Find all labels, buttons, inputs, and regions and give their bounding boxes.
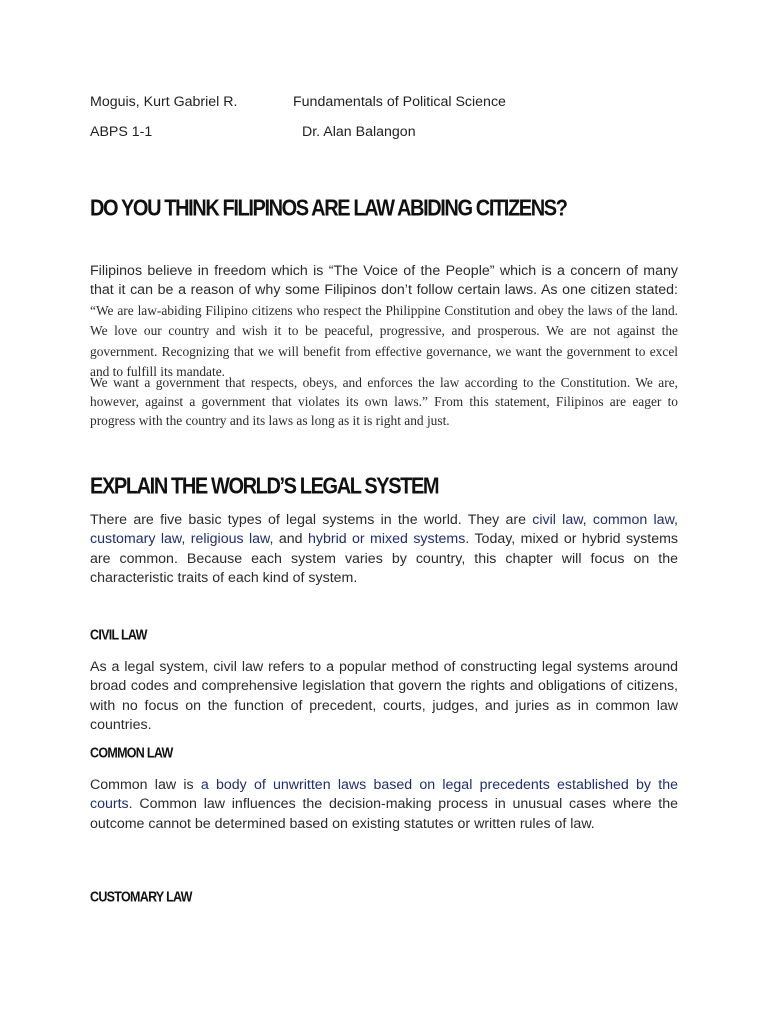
separator: , and — [269, 531, 308, 548]
subheading-customary-law: CUSTOMARY LAW — [90, 889, 192, 906]
paragraph-law-abiding-continued: We want a government that respects, obeys, and enforces the law according to the Constitution. We are, however, against a government that violates its own laws.” From this statement, Filipinos are eager to progress with the country and its laws as long as it is right and just. — [90, 375, 678, 428]
paragraph-sans-text: Filipinos believe in freedom which is “The Voice of the People” which is a concern of many that it can be a reason of why some Filipinos don’t follow certain laws. As one citizen stated: — [90, 263, 678, 299]
citizen-quote — [90, 303, 678, 379]
professor-name: Dr. Alan Balangon — [302, 124, 416, 140]
link-hybrid-systems[interactable]: hybrid or mixed systems — [307, 531, 466, 548]
course-title: Fundamentals of Political Science — [293, 94, 506, 110]
common-law-text-start: Common law is — [90, 777, 201, 793]
section-code: ABPS 1-1 — [90, 124, 153, 140]
author-name: Moguis, Kurt Gabriel R. — [90, 94, 238, 110]
paragraph-legal-systems-intro — [90, 511, 678, 589]
subheading-civil-law: CIVIL LAW — [90, 627, 147, 644]
link-common-law-definition[interactable]: a body of unwritten laws based on legal precedents established by the courts — [90, 777, 678, 813]
subheading-common-law: COMMON LAW — [90, 745, 173, 762]
paragraph-civil-law: As a legal system, civil law refers to a popular method of constructing legal systems around broad codes and comprehensive legislation that govern the rights and obligations of citizens, with no focus on the function of precedent, courts, judges, and juries as in common law countries. — [90, 659, 678, 734]
link-common-law[interactable]: common law — [592, 512, 675, 528]
intro-text-start: There are five basic types of legal systems in the world. They are — [90, 512, 533, 528]
section-heading-legal-system: EXPLAIN THE WORLD’S LEGAL SYSTEM — [90, 474, 439, 500]
intro-text-end: . Today, mixed or hybrid systems are common. Because each system varies by country, this chapter will focus on the characteristic traits of each kind of system. — [90, 531, 679, 587]
citizen-quote-part-a: “We are law-abiding Filipino citizens who respect the Philippine Constitution and obey the laws of the land. We love our country and wish it to be peaceful, progressive, and prosperous. We are not against the government. Recognizing that we will benefit from effective governance, we want the government to excel and to fulfill its mandate. — [90, 302, 678, 380]
common-law-text-end: . Common law influences the decision-making process in unusual cases where the outcome cannot be determined based on existing statutes or written rules of law. — [90, 796, 678, 832]
separator: , — [674, 512, 678, 528]
link-customary-law[interactable]: customary law — [90, 531, 182, 548]
link-civil-law[interactable]: civil law — [532, 512, 583, 528]
link-religious-law[interactable]: religious law — [190, 531, 270, 548]
paragraph-law-abiding — [90, 262, 678, 382]
section-heading-law-abiding: DO YOU THINK FILIPINOS ARE LAW ABIDING CITIZENS? — [90, 196, 567, 222]
separator: , — [582, 512, 593, 528]
separator: , — [181, 531, 191, 548]
paragraph-common-law — [90, 776, 678, 834]
